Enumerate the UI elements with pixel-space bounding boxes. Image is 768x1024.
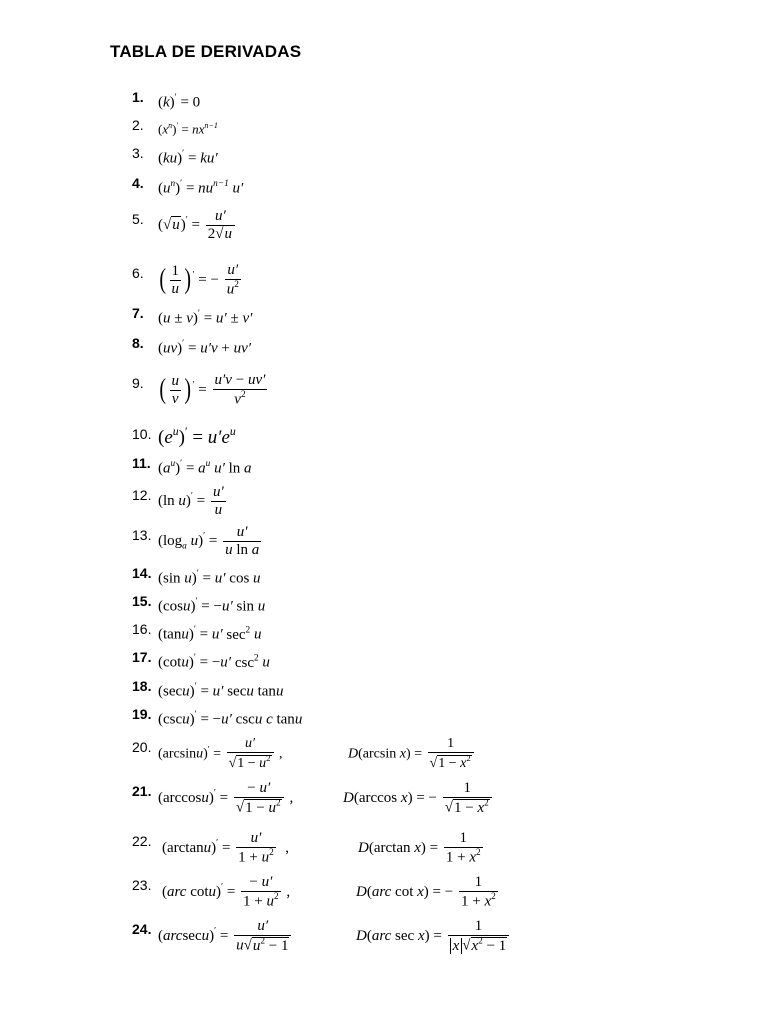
formula: (u ± v)′ = u′ ± v′ <box>158 309 253 327</box>
formula-number: 6. <box>132 265 144 281</box>
formula: (√u)′ = $\frac{u'}{2√u}$ <box>158 208 237 244</box>
formula-d: D(arccos x) = − $\frac{1}{√1 - x^2}$ <box>343 780 494 817</box>
formula: (uv)′ = u′v + uv′ <box>158 339 252 357</box>
formula: (cscu)′ = −u′ cscu c tanu <box>158 710 303 728</box>
formula-number: 7. <box>132 305 144 321</box>
formula: (tanu)′ = u′ $\sec^2 u$ <box>158 625 262 643</box>
formula-number: 1. <box>132 89 144 105</box>
formula-number: 2. <box>132 117 144 133</box>
formula-number: 12. <box>132 487 152 503</box>
formula-number: 14. <box>132 565 152 581</box>
formula: (k)′ = 0 <box>158 93 201 111</box>
formula-number: 11. <box>132 455 151 471</box>
formula: (ku)′ = ku′ <box>158 149 218 167</box>
formula-number: 15. <box>132 593 152 609</box>
formula: (cosu)′ = −u′ sin u <box>158 597 266 615</box>
formula: (arccosu)′ = $\frac{- u'}{√1 - u^2}$ , <box>158 780 294 816</box>
formula-number: 16. <box>132 621 152 637</box>
formula-number: 9. <box>132 375 144 391</box>
formula-number: 20. <box>132 739 152 755</box>
formula-d: D(arctan x) = $\frac{1}{1 + x^2}$ <box>358 830 481 866</box>
formula-number: 19. <box>132 706 152 722</box>
formula: $(x^n)' = nx^{n-1}$ <box>158 121 218 137</box>
formula: $(a^u)' = a^u$ u′ ln a <box>158 459 252 477</box>
formula: ($\log_a$ u)′ = $\frac{u'}{\text{u ln a}}$ <box>158 524 260 559</box>
formula-number: 8. <box>132 335 144 351</box>
formula: ( $\frac{1}{u}$ )′ = − $\frac{u'}{u^2}$ <box>159 262 239 298</box>
formula-number: 24. <box>132 921 152 937</box>
formula-number: 18. <box>132 678 152 694</box>
formula-number: 23. <box>132 877 152 893</box>
formula-d: D(arc sec x) = $\frac{1}{x √x^2 - 1}$ <box>356 918 511 955</box>
formula-number: 5. <box>132 211 144 227</box>
formula-number: 21. <box>132 783 152 799</box>
formula-d: D(arcsin x) = $\frac{1}{√1 - x^2}$ <box>348 736 476 772</box>
formula: (ln u)′ = $\frac{u'}{u}$ <box>158 484 224 519</box>
formula: (sin u)′ = u′ cos u <box>158 569 261 587</box>
formula-number: 4. <box>132 175 144 191</box>
formula: ( $\frac{u}{v}$ )′ = $\frac{u'v - uv'}{v^2}$ <box>159 372 266 408</box>
formula-number: 13. <box>132 527 152 543</box>
formula: $(u^n)' = nu^{n-1}$ u′ <box>158 179 244 197</box>
formula: (arcsinu)′ = $\frac{u'}{√1 - u^2}$ , <box>158 736 283 772</box>
formula: (arcsecu)′ = $\frac{u'}{u√u^2 - 1}$ <box>158 918 293 955</box>
formula: (secu)′ = u′ secu tanu <box>158 682 284 700</box>
formula: (cotu)′ = −u′ $\csc^2 u$ <box>158 653 270 671</box>
page-title: TABLA DE DERIVADAS <box>110 42 302 61</box>
formula-number: 3. <box>132 145 144 161</box>
formula: $(e^u)' = u'e^u$ <box>158 425 236 449</box>
formula: (arctanu)′ = $\frac{u'}{1 + u^2}$ , <box>162 830 290 866</box>
formula-number: 17. <box>132 649 152 665</box>
formula-d: D(arc cot x) = − $\frac{1}{1 + x^2}$ <box>356 874 496 910</box>
formula: (arc cotu)′ = $\frac{- u'}{1 + u^2}$ , <box>162 874 291 910</box>
formula-number: 10. <box>132 426 152 442</box>
formula-number: 22. <box>132 833 152 849</box>
